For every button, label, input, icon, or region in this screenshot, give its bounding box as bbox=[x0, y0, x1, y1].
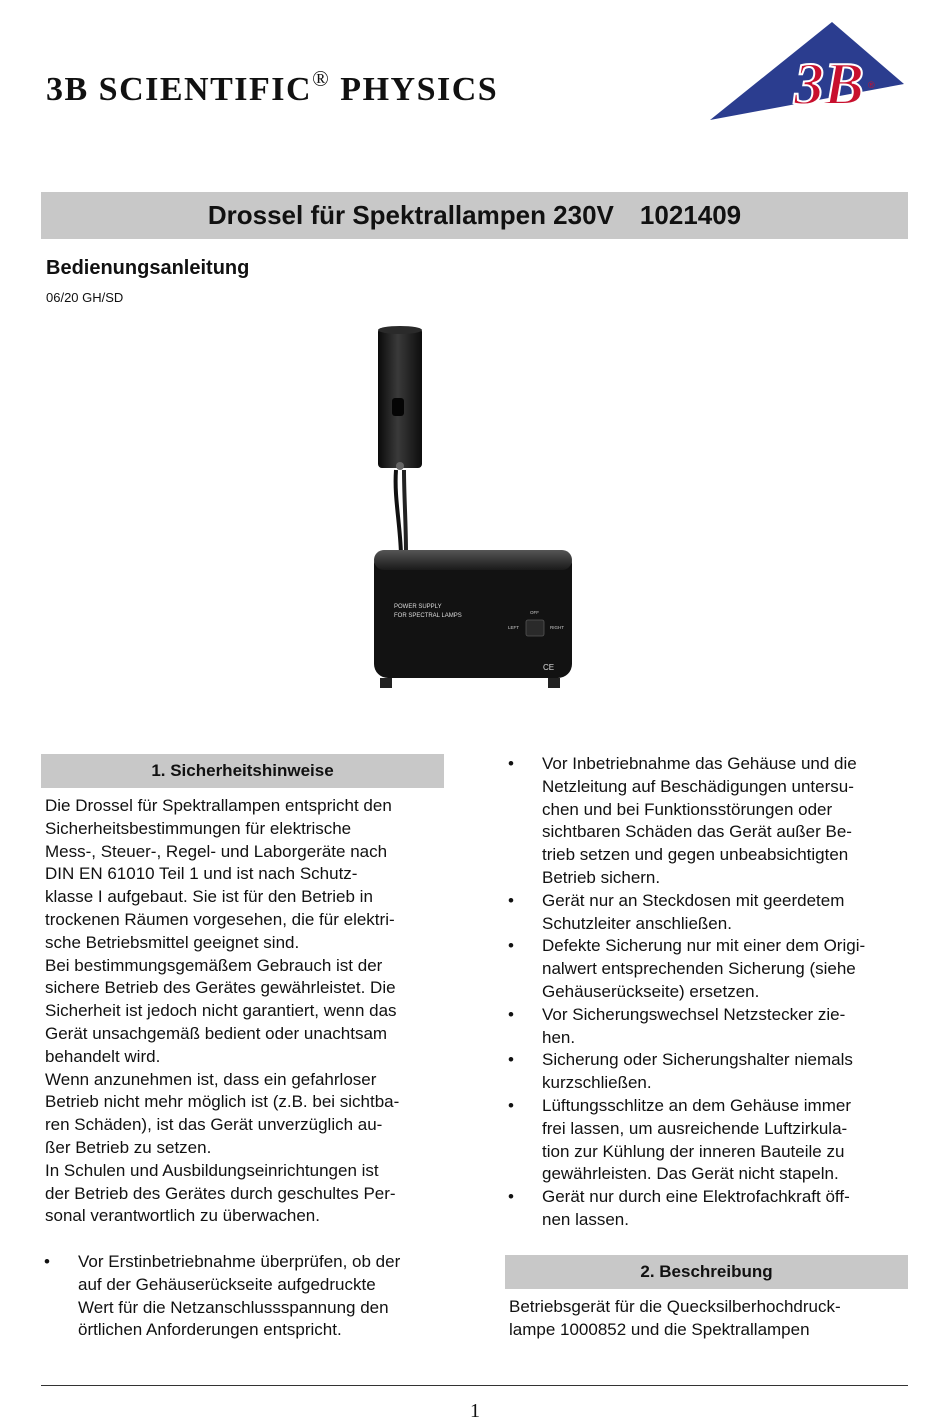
paragraph-line: trockenen Räumen vorgesehen, die für elektri- bbox=[45, 909, 395, 929]
page-number: 1 bbox=[470, 1400, 480, 1422]
bullet-line: • Defekte Sicherung nur mit einer dem Origi- bbox=[542, 936, 866, 956]
bullet-line: • Lüftungsschlitze an dem Gehäuse immer bbox=[542, 1095, 851, 1115]
paragraph-line: Sicherheit ist jedoch nicht garantiert, wenn das bbox=[45, 1001, 397, 1021]
bullet-item bbox=[505, 753, 910, 890]
section-heading-safety: 1. Sicherheitshinweise bbox=[41, 754, 444, 788]
bullet-line: Betrieb sichern. bbox=[542, 867, 661, 887]
ce-mark: CE bbox=[543, 663, 555, 672]
bullet-line: Gehäuserückseite) ersetzen. bbox=[542, 981, 760, 1001]
bullet-item bbox=[505, 1004, 910, 1050]
paragraph-line: sche Betriebsmittel geeignet sind. bbox=[45, 932, 300, 952]
paragraph-line: sonal verantwortlich zu überwachen. bbox=[45, 1206, 320, 1226]
product-title: Drossel für Spektrallampen 230V bbox=[207, 200, 614, 230]
bullet-line: • Sicherung oder Sicherungshalter niemals bbox=[542, 1050, 853, 1070]
safety-bullets-left bbox=[41, 1251, 451, 1342]
bullet-line: Schutzleiter anschließen. bbox=[542, 913, 732, 933]
bullet-line: nalwert entsprechenden Sicherung (siehe bbox=[542, 959, 856, 979]
paragraph-line: In Schulen und Ausbildungseinrichtungen ist bbox=[45, 1160, 379, 1180]
bullet-line: hen. bbox=[542, 1027, 576, 1047]
brand-suffix: PHYSICS bbox=[330, 71, 499, 108]
paragraph-line: Bei bestimmungsgemäßem Gebrauch ist der bbox=[45, 955, 383, 975]
bullet-item bbox=[505, 890, 910, 936]
switch-off-label: OFF bbox=[530, 610, 539, 615]
bullet-line: kurzschließen. bbox=[542, 1073, 652, 1093]
paragraph-line: DIN EN 61010 Teil 1 und ist nach Schutz- bbox=[45, 864, 358, 884]
paragraph-line: Wenn anzunehmen ist, dass ein gefahrloser bbox=[45, 1069, 377, 1089]
paragraph-line: Betrieb nicht mehr möglich ist (z.B. bei sichtba- bbox=[45, 1092, 400, 1112]
bullet-line: frei lassen, um ausreichende Luftzirkula- bbox=[542, 1118, 848, 1138]
paragraph-line: behandelt wird. bbox=[45, 1046, 161, 1066]
bullet-line: • Vor Inbetriebnahme das Gehäuse und die bbox=[542, 754, 857, 773]
bullet-line: • Vor Sicherungswechsel Netzstecker zie- bbox=[542, 1004, 846, 1024]
paragraph-line: Die Drossel für Spektrallampen entspricht den bbox=[45, 796, 392, 815]
bullet-line: • Gerät nur durch eine Elektrofachkraft öff- bbox=[542, 1187, 850, 1207]
bullet-line: nen lassen. bbox=[542, 1209, 629, 1229]
bullet-line: tion zur Kühlung der inneren Bauteile zu bbox=[542, 1141, 845, 1161]
paragraph-line: sichere Betrieb des Gerätes gewährleistet. Die bbox=[45, 978, 396, 998]
bullet-line: auf der Gehäuserückseite aufgedruckte bbox=[78, 1274, 376, 1294]
document-meta: 06/20 GH/SD bbox=[46, 290, 124, 305]
bullet-line: Netzleitung auf Beschädigungen untersu- bbox=[542, 776, 854, 796]
paragraph-line: ren Schäden), ist das Gerät unverzüglich au- bbox=[45, 1115, 383, 1135]
safety-paragraph bbox=[45, 795, 449, 1228]
paragraph-line: Gerät unsachgemäß bedient oder unachtsam bbox=[45, 1023, 388, 1043]
bullet-line: gewährleisten. Das Gerät nicht stapeln. bbox=[542, 1164, 839, 1184]
paragraph-line: lampe 1000852 und die Spektrallampen bbox=[509, 1319, 810, 1339]
description-paragraph bbox=[509, 1296, 913, 1342]
paragraph-line: der Betrieb des Gerätes durch geschultes Per- bbox=[45, 1183, 396, 1203]
paragraph-line: ßer Betrieb zu setzen. bbox=[45, 1137, 212, 1157]
brand-title bbox=[46, 66, 498, 109]
paragraph-line: klasse I aufgebaut. Sie ist für den Betrieb in bbox=[45, 887, 373, 907]
brand-registered-mark: ® bbox=[312, 66, 331, 91]
brand-name: 3B SCIENTIFIC bbox=[46, 71, 313, 108]
footer-rule bbox=[41, 1385, 908, 1386]
bullet-item bbox=[505, 1049, 910, 1095]
switch-right-label: RIGHT bbox=[550, 625, 564, 630]
device-label-line1: POWER SUPPLY bbox=[394, 604, 442, 610]
switch-left-label: LEFT bbox=[508, 625, 520, 630]
bullet-item bbox=[41, 1251, 451, 1342]
device-photo bbox=[360, 322, 585, 696]
logo-text: 3B bbox=[794, 51, 865, 117]
bullet-line: • Vor Erstinbetriebnahme überprüfen, ob der bbox=[78, 1252, 401, 1271]
paragraph-line: Mess-, Steuer-, Regel- und Laborgeräte nach bbox=[45, 841, 388, 861]
bullet-line: örtlichen Anforderungen entspricht. bbox=[78, 1320, 342, 1340]
device-label-line2: FOR SPECTRAL LAMPS bbox=[394, 613, 462, 619]
bullet-item bbox=[505, 1186, 910, 1232]
bullet-item bbox=[505, 1095, 910, 1186]
bullet-item bbox=[505, 935, 910, 1003]
product-title-bar bbox=[41, 192, 908, 239]
section-heading-description: 2. Beschreibung bbox=[505, 1255, 908, 1289]
product-code: 1021409 bbox=[639, 200, 742, 230]
bullet-line: sichtbaren Schäden das Gerät außer Be- bbox=[542, 822, 852, 842]
paragraph-line: Sicherheitsbestimmungen für elektrische bbox=[45, 818, 352, 838]
bullet-line: chen und bei Funktionsstörungen oder bbox=[542, 799, 833, 819]
paragraph-line: Betriebsgerät für die Quecksilberhochdruck- bbox=[509, 1297, 841, 1316]
logo-registered-mark: ® bbox=[868, 80, 875, 90]
bullet-line: • Gerät nur an Steckdosen mit geerdetem bbox=[542, 890, 845, 910]
document-subtitle: Bedienungsanleitung bbox=[46, 257, 250, 279]
3b-logo bbox=[708, 20, 908, 124]
bullet-line: Wert für die Netzanschlussspannung den bbox=[78, 1297, 389, 1317]
bullet-line: trieb setzen und gegen unbeabsichtigten bbox=[542, 845, 849, 865]
safety-bullets-right bbox=[505, 753, 910, 1232]
